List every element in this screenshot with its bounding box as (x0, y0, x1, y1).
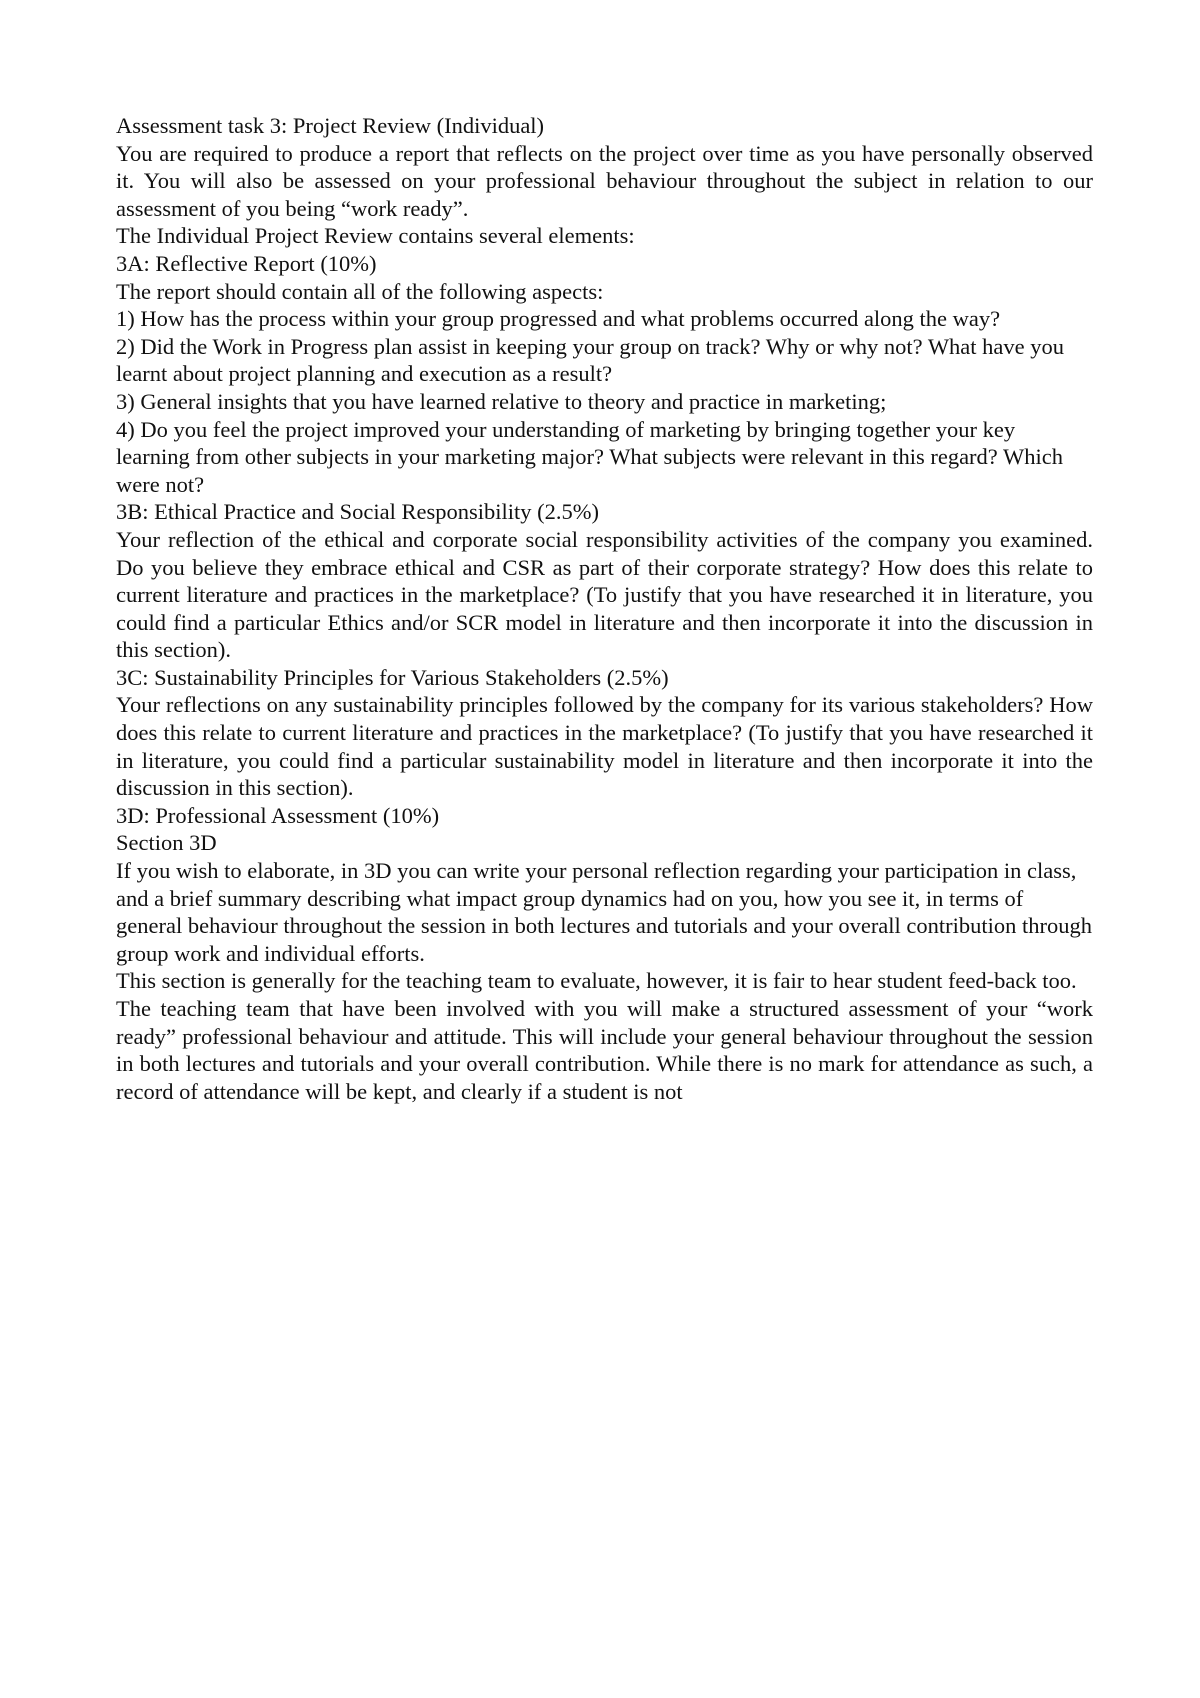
elements-lead: The Individual Project Review contains several elements: (116, 223, 635, 249)
document-page (116, 112, 1093, 1105)
intro-paragraph: You are required to produce a report that reflects on the project over time as you have personally observed it. You will also be assessed on your professional behaviour throughout the subject in relation to our assessment of you being “work ready”. (116, 140, 1093, 221)
section-3a-heading: 3A: Reflective Report (10%) (116, 250, 377, 276)
section-3d-paragraph-2: This section is generally for the teaching team to evaluate, however, it is fair to hear student feed-back too. (116, 968, 1077, 994)
section-3a-list-intro: The report should contain all of the following aspects: (116, 278, 604, 304)
section-3a-item-4: 4) Do you feel the project improved your understanding of marketing by bringing together your key learning from other subjects in your marketing major? What subjects were relevant in this regard? Which were not? (116, 416, 1063, 497)
section-3d-paragraph-1: If you wish to elaborate, in 3D you can write your personal reflection regarding your participation in class, and a brief summary describing what impact group dynamics had on you, how you see it, in terms of general behaviour throughout the session in both lectures and tutorials and your overall contribution through group work and individual efforts. (116, 858, 1093, 966)
section-3b-body: Your reflection of the ethical and corporate social responsibility activities of the company you examined. Do you believe they embrace ethical and CSR as part of their corporate strategy? How does this relate to current literature and practices in the marketplace? (To justify that you have researched it in literature, you could find a particular Ethics and/or SCR model in literature and then incorporate it into the discussion in this section). (116, 526, 1093, 663)
section-3d-paragraph-3: The teaching team that have been involved with you will make a structured assessment of your “work ready” professional behaviour and attitude. This will include your general behaviour throughout the session in both lectures and tutorials and your overall contribution. While there is no mark for attendance as such, a record of attendance will be kept, and clearly if a student is not (116, 996, 1093, 1104)
section-3c-body: Your reflections on any sustainability principles followed by the company for its various stakeholders? How does this relate to current literature and practices in the marketplace? (To justify that you have researched it in literature, you could find a particular sustainability model in literature and then incorporate it into the discussion in this section). (116, 692, 1093, 801)
section-3a-item-2: 2) Did the Work in Progress plan assist in keeping your group on track? Why or why not? What have you learnt about project planning and execution as a result? (116, 333, 1065, 387)
section-3a-item-1: 1) How has the process within your group progressed and what problems occurred along the way? (116, 306, 1001, 332)
section-3b-heading: 3B: Ethical Practice and Social Responsibility (2.5%) (116, 499, 600, 525)
section-3d-heading: 3D: Professional Assessment (10%) (116, 802, 440, 828)
section-3a-item-3: 3) General insights that you have learned relative to theory and practice in marketing; (116, 388, 887, 414)
section-3d-subheading: Section 3D (116, 830, 217, 856)
document-title: Assessment task 3: Project Review (Individual) (116, 113, 545, 138)
section-3c-heading: 3C: Sustainability Principles for Various Stakeholders (2.5%) (116, 664, 669, 690)
